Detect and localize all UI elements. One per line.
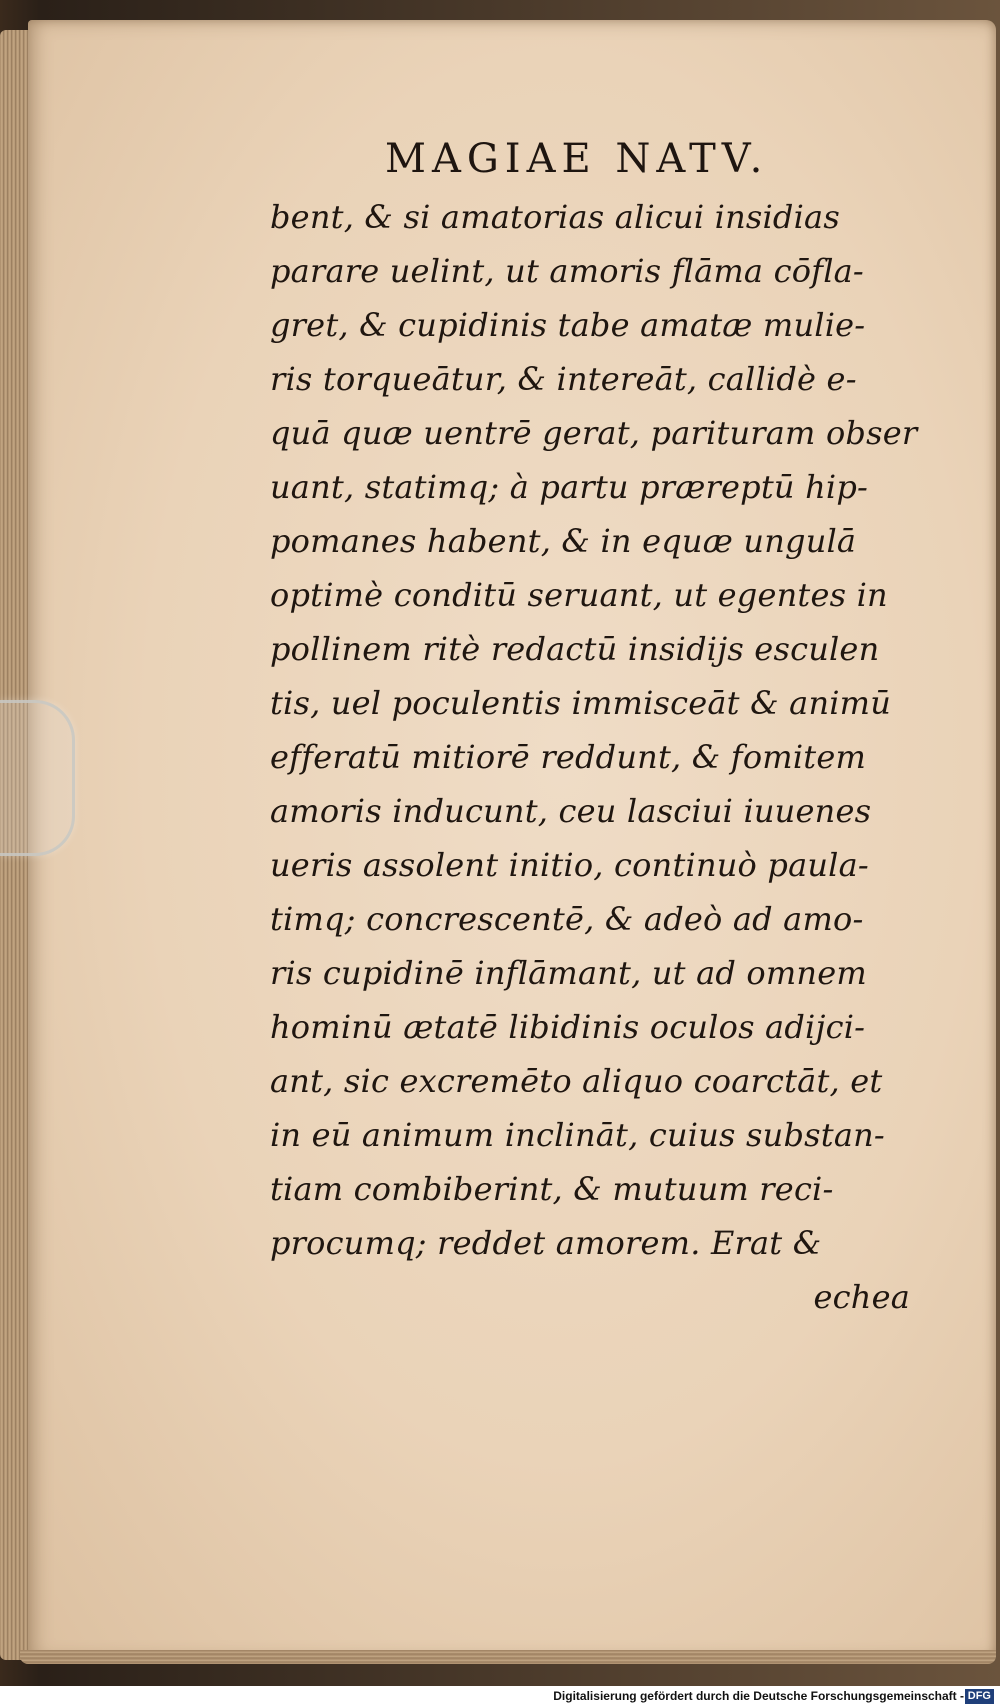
- text-line: ris torqueātur, & intereāt, callidè e-: [270, 360, 857, 398]
- text-line: tis, uel poculentis immisceāt & animū: [270, 684, 892, 722]
- text-line: optimè conditū seruant, ut egentes in: [270, 576, 888, 614]
- dfg-logo: DFG: [965, 1689, 994, 1704]
- catchword: echea: [813, 1278, 910, 1316]
- footer-bar: [0, 1686, 1000, 1708]
- running-header: MAGIAE NATV.: [385, 136, 769, 182]
- book-bottom-edges: [20, 1650, 996, 1664]
- text-line: pollinem ritè redactū insidijs esculen: [270, 630, 880, 668]
- text-line: parare uelint, ut amoris flāma cōfla-: [270, 252, 864, 290]
- text-line: pomanes habent, & in equæ ungulā: [270, 522, 857, 560]
- text-block: [270, 190, 920, 1324]
- text-line: uant, statimq; à partu præreptū hip-: [270, 468, 869, 506]
- text-line: quā quæ uentrē gerat, parituram obser: [270, 414, 918, 452]
- text-line: ris cupidinē inflāmant, ut ad omnem: [270, 954, 867, 992]
- text-line: bent, & si amatorias alicui insidias: [270, 198, 840, 236]
- text-line: ant, sic excremēto aliquo coarctāt, et: [270, 1062, 883, 1100]
- text-line: hominū ætatē libidinis oculos adijci-: [270, 1008, 866, 1046]
- text-line: amoris inducunt, ceu lasciui iuuenes: [270, 792, 872, 830]
- footer-credit: Digitalisierung gefördert durch die Deutsche Forschungsgemeinschaft -: [553, 1689, 964, 1703]
- text-line: gret, & cupidinis tabe amatæ mulie-: [270, 306, 866, 344]
- text-line: ueris assolent initio, continuò paula-: [270, 846, 869, 884]
- text-line: timq; concrescentē, & adeò ad amo-: [270, 900, 864, 938]
- book-clip: [0, 700, 75, 856]
- text-line: tiam combiberint, & mutuum reci-: [270, 1170, 834, 1208]
- text-line: efferatū mitiorē reddunt, & fomitem: [270, 738, 867, 776]
- text-line: in eū animum inclināt, cuius substan-: [270, 1116, 885, 1154]
- text-line: procumq; reddet amorem. Erat &: [270, 1224, 822, 1262]
